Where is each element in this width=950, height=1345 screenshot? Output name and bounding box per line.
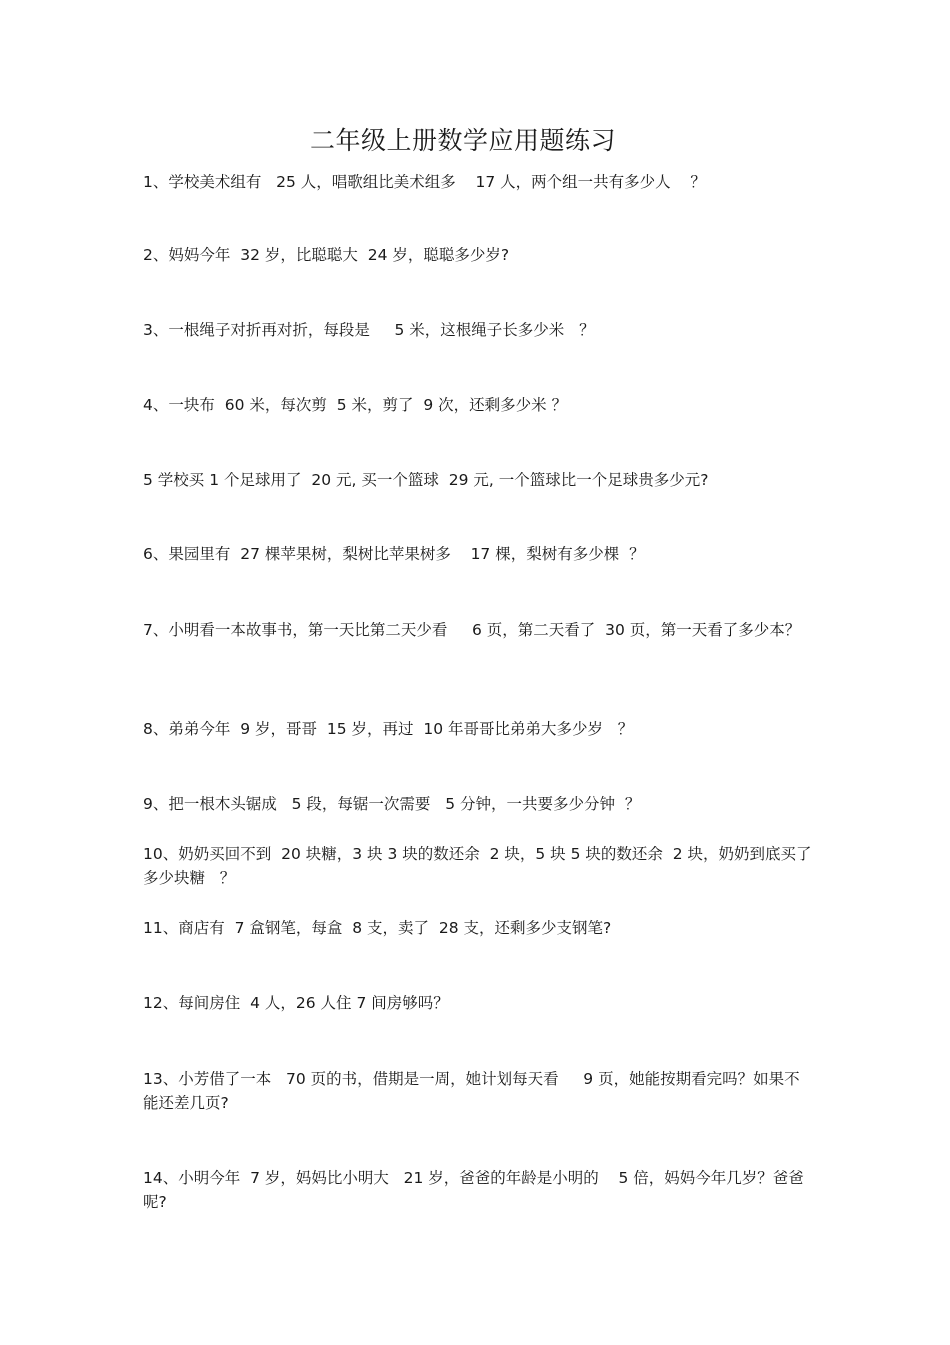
question-11: 11、商店有 7 盒钢笔，每盒 8 支，卖了 28 支，还剩多少支钢笔? [143,919,612,937]
question-8: 8、弟弟今年 9 岁，哥哥 15 岁，再过 10 年哥哥比弟弟大多少岁 ？ [143,720,634,738]
question-6: 6、果园里有 27 棵苹果树，梨树比苹果树多 17 棵，梨树有多少棵 ？ [143,545,645,563]
question-9: 9、把一根木头锯成 5 段，每锯一次需要 5 分钟，一共要多少分钟 ？ [143,795,641,813]
page-title: 二年级上册数学应用题练习 [309,126,616,155]
question-13: 13、小芳借了一本 70 页的书，借期是一周，她计划每天看 9 页，她能按期看完吗？如果不能还差几页? [143,1070,800,1112]
question-1: 1、学校美术组有 25 人，唱歌组比美术组多 17 人，两个组一共有多少人 ？ [143,173,706,191]
question-4: 4、一块布 60 米，每次剪 5 米，剪了 9 次，还剩多少米 ？ [143,396,568,414]
question-7: 7、小明看一本故事书，第一天比第二天少看 6 页，第二天看了 30 页，第一天看了多少本？ [143,621,801,639]
question-5: 5 学校买 1 个足球用了 20 元, 买一个篮球 29 元, 一个篮球比一个足球贵多少元? [143,471,709,489]
question-3: 3、一根绳子对折再对折，每段是 5 米，这根绳子长多少米 ？ [143,321,595,339]
question-12: 12、每间房住 4 人，26 人住 7 间房够吗？ [143,994,449,1012]
question-14: 14、小明今年 7 岁，妈妈比小明大 21 岁，爸爸的年龄是小明的 5 倍，妈妈今年几岁？爸爸呢? [143,1169,804,1211]
question-10: 10、奶奶买回不到 20 块糖，3 块 3 块的数还余 2 块，5 块 5 块的数还余 2 块，奶奶到底买了多少块糖 ？ [143,845,812,887]
question-2: 2、妈妈今年 32 岁，比聪聪大 24 岁，聪聪多少岁? [143,246,510,264]
